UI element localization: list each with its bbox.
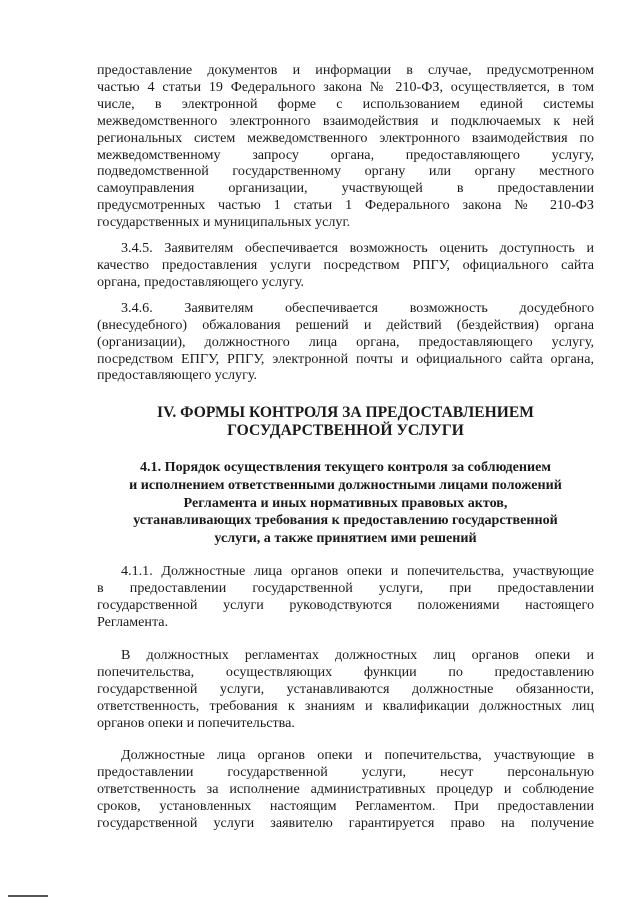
text-line: межведомственного электронного взаимодействия и подключаемых к ней [97, 112, 594, 129]
text-line: Регламента. [97, 614, 169, 630]
text-line: в предоставлении государственной услуги, при предоставлении [97, 580, 594, 597]
text-line: качество предоставления услуги посредством РПГУ, официального сайта [97, 256, 594, 273]
text-line: Должностные лица органов опеки и попечительства, участвующие в [121, 747, 594, 764]
text-line: государственных и муниципальных услуг. [97, 214, 351, 231]
paragraph-3-4-5 [97, 240, 594, 291]
text-line: предоставление документов и информации в случае, предусмотренном [97, 62, 594, 78]
text-line: (организации), должностного лица органа, предоставляющего услугу, [97, 333, 594, 350]
text-line: государственной услуги заявителю гарантируется право на получение [97, 815, 594, 832]
text-line: межведомственному запросу органа, предоставляющего услугу, [97, 146, 594, 163]
subheading-line: и исполнением ответственными должностными лицами положений [129, 476, 562, 493]
heading-line: ГОСУДАРСТВЕННОЙ УСЛУГИ [227, 421, 464, 439]
text-line: региональных систем межведомственного электронного взаимодействия по [97, 129, 594, 146]
text-line: государственной услуги руководствуются положениями настоящего [97, 597, 594, 614]
paragraph-intro [97, 62, 594, 231]
text-line: предусмотренных частью 1 статьи 1 Федерального закона № 210-ФЗ [97, 197, 594, 214]
text-line: числе, в электронной форме с использованием единой системы [97, 95, 594, 112]
subheading-line: Регламента и иных нормативных правовых актов, [183, 494, 508, 511]
paragraph-job-regulations [97, 647, 594, 732]
subheading-line: устанавливающих требования к предоставлению государственной [133, 512, 558, 529]
text-line: попечительства, осуществляющих функции по предоставлению [97, 663, 594, 680]
text-line: ответственность, требования к знаниям и квалификации должностных лиц [97, 697, 594, 714]
text-line: ответственность за исполнение административных процедур и соблюдение [97, 781, 594, 798]
paragraph-3-4-6 [97, 300, 594, 385]
document-page [97, 62, 594, 832]
scan-edge-mark [8, 895, 48, 897]
text-line: самоуправления организации, участвующей в предоставлении [97, 180, 594, 197]
text-line: 4.1.1. Должностные лица органов опеки и попечительства, участвующие [121, 563, 594, 580]
text-line: органа, предоставляющего услугу. [97, 273, 304, 290]
text-line: предоставляющего услугу. [97, 367, 258, 384]
text-line: предоставлении государственной услуги, несут персональную [97, 764, 594, 781]
text-line: 3.4.6. Заявителям обеспечивается возможность досудебного [121, 299, 594, 316]
text-line: В должностных регламентах должностных лиц органов опеки и [121, 646, 594, 663]
paragraph-responsibility [97, 747, 594, 832]
text-line: государственной услуги, устанавливаются должностные обязанности, [97, 680, 594, 697]
text-line: органов опеки и попечительства. [97, 714, 295, 731]
subsection-heading [97, 459, 594, 547]
subheading-line: 4.1. Порядок осуществления текущего контроля за соблюдением [139, 459, 552, 476]
paragraph-4-1-1 [97, 563, 594, 631]
text-line: сроков, установленных настоящим Регламентом. При предоставлении [97, 798, 594, 815]
text-line: подведомственной государственному органу или органу местного [97, 163, 594, 180]
text-line: (внесудебного) обжалования решений и действий (бездействия) органа [97, 316, 594, 333]
text-line: 3.4.5. Заявителям обеспечивается возможность оценить доступность и [121, 240, 594, 257]
section-heading [97, 404, 594, 439]
subheading-line: услуги, а также принятием ими решений [214, 529, 477, 546]
text-line: частью 4 статьи 19 Федерального закона № 210-ФЗ, осуществляется, в том [97, 78, 594, 95]
heading-line: IV. ФОРМЫ КОНТРОЛЯ ЗА ПРЕДОСТАВЛЕНИЕМ [157, 404, 534, 422]
text-line: посредством ЕПГУ, РПГУ, электронной почты и официального сайта органа, [97, 350, 594, 367]
